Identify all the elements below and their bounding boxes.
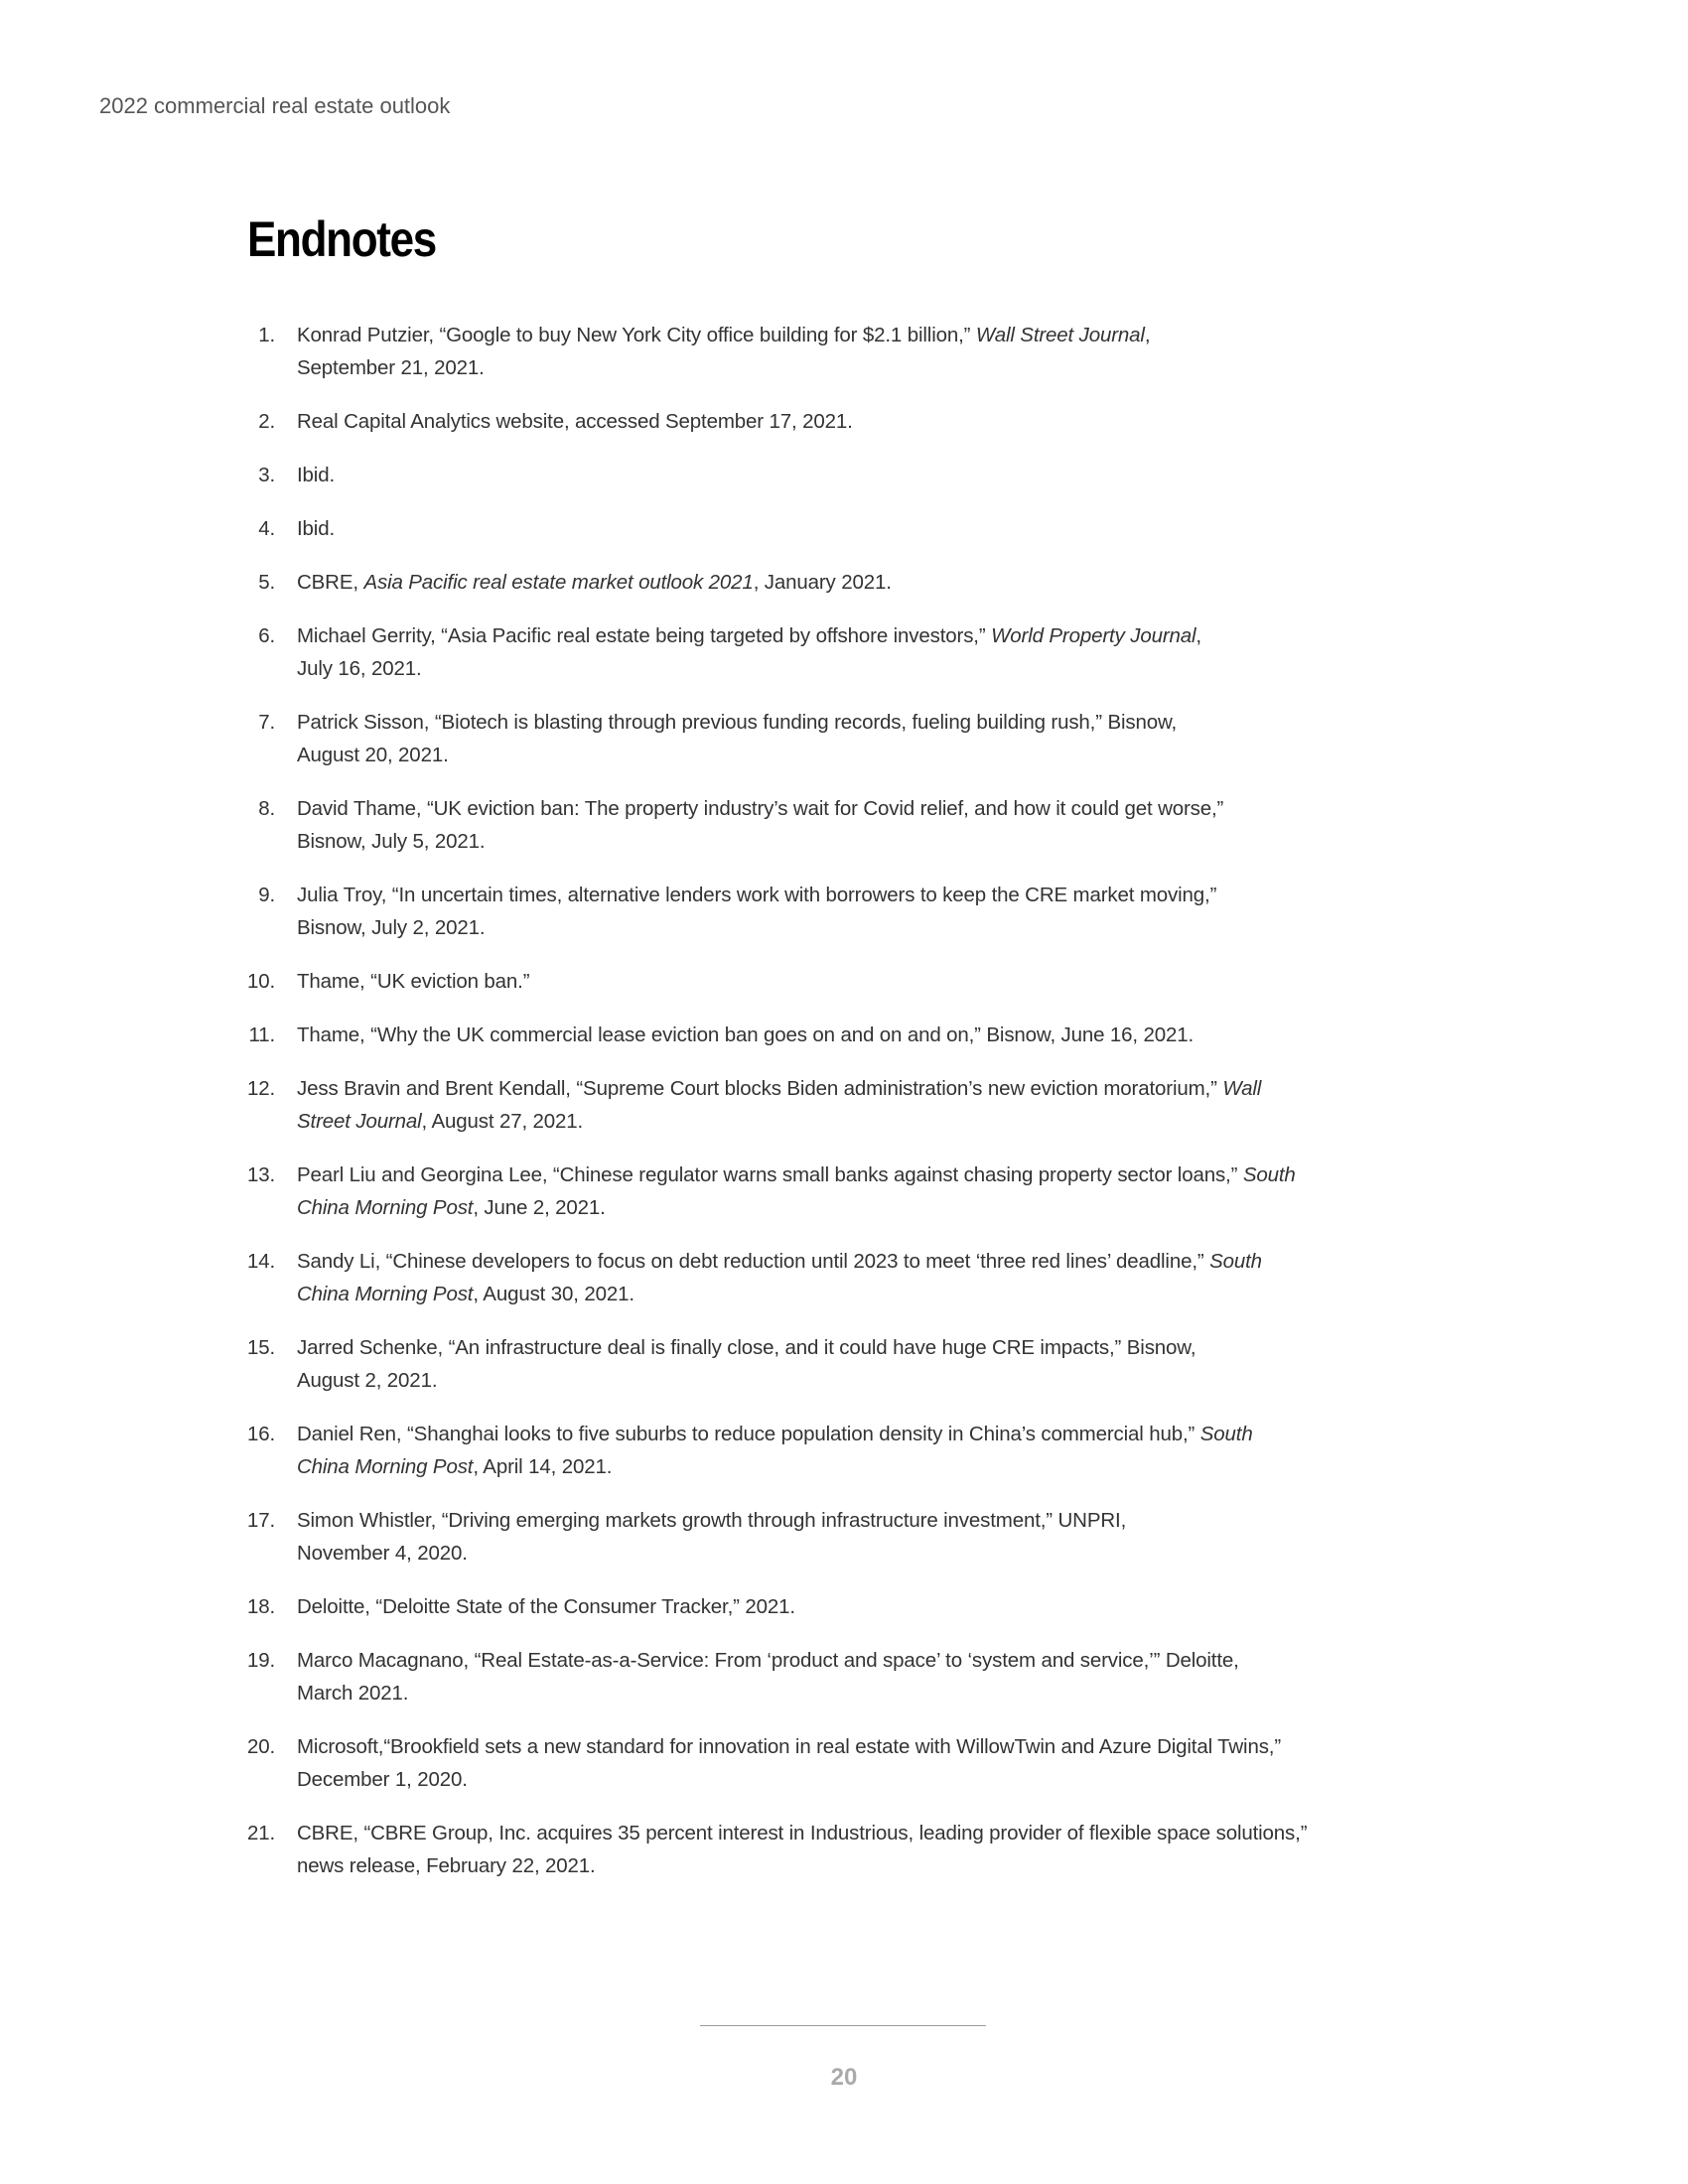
citation-text: Sandy Li, “Chinese developers to focus on debt reduction until 2023 to meet ‘three red lines’ deadline,” (297, 1250, 1210, 1273)
publication-title: China Morning Post (297, 1283, 474, 1305)
endnote-text (297, 792, 1223, 858)
endnote-number: 2. (258, 410, 275, 433)
endnote-line (297, 405, 853, 438)
endnote-item (238, 1817, 1529, 1882)
publication-title: Asia Pacific real estate market outlook 2021 (363, 571, 754, 594)
citation-text: Bisnow, July 2, 2021. (297, 916, 486, 939)
endnote-line (297, 1191, 1296, 1224)
citation-text: , (1144, 324, 1151, 346)
citation-text: Deloitte, “Deloitte State of the Consumer Tracker,” 2021. (297, 1595, 795, 1618)
endnote-item (238, 1159, 1529, 1224)
citation-text: Microsoft,“Brookfield sets a new standard for innovation in real estate with WillowTwin and Azure Digital Twins,” (297, 1735, 1282, 1758)
citation-text: Julia Troy, “In uncertain times, alternative lenders work with borrowers to keep the CRE market moving,” (297, 884, 1217, 906)
endnote-item (238, 1644, 1529, 1709)
endnote-line (297, 879, 1216, 911)
endnote-text (297, 459, 335, 491)
endnote-line (297, 319, 1150, 351)
publication-title: Wall (1222, 1077, 1262, 1100)
endnote-line (297, 1590, 795, 1623)
endnote-line (297, 1072, 1261, 1105)
endnote-number: 21. (246, 1822, 275, 1844)
endnote-line (297, 652, 1201, 685)
page-title: Endnotes (247, 211, 436, 267)
page-number: 20 (830, 2064, 858, 2091)
endnote-line (297, 965, 529, 998)
endnote-text (297, 1817, 1307, 1882)
endnote-item (238, 706, 1529, 771)
citation-text: Michael Gerrity, “Asia Pacific real estate being targeted by offshore investors,” (297, 624, 992, 647)
endnote-line (297, 1504, 1126, 1537)
citation-text: August 20, 2021. (297, 744, 449, 766)
endnote-item (238, 1730, 1529, 1796)
citation-text: Ibid. (297, 464, 335, 486)
endnote-number: 5. (258, 571, 275, 594)
endnote-line (297, 825, 1223, 858)
publication-title: World Property Journal (991, 624, 1196, 647)
endnote-item (238, 879, 1529, 944)
endnote-number: 4. (258, 517, 275, 540)
endnote-number: 1. (258, 324, 275, 346)
endnote-item (238, 319, 1529, 384)
endnote-number: 16. (246, 1423, 275, 1445)
endnote-item (238, 1590, 1529, 1623)
endnote-line (297, 1817, 1307, 1849)
endnote-line (297, 739, 1177, 771)
endnote-line (297, 1677, 1239, 1709)
endnote-number: 17. (246, 1509, 275, 1532)
citation-text: November 4, 2020. (297, 1542, 468, 1565)
endnote-number: 11. (248, 1024, 275, 1046)
endnote-item (238, 965, 1529, 998)
endnote-line (297, 1849, 1307, 1882)
publication-title: South (1199, 1423, 1253, 1445)
endnote-item (238, 566, 1529, 599)
citation-text: Konrad Putzier, “Google to buy New York City office building for $2.1 billion,” (297, 324, 976, 346)
endnote-number: 19. (246, 1649, 275, 1672)
endnote-line (297, 1019, 1194, 1051)
endnote-number: 8. (258, 797, 275, 820)
endnote-text (297, 965, 529, 998)
endnote-item (238, 459, 1529, 491)
publication-title: South (1209, 1250, 1262, 1273)
citation-text: CBRE, “CBRE Group, Inc. acquires 35 percent interest in Industrious, leading provider of flexible space solutions,” (297, 1822, 1308, 1844)
endnote-text (297, 1019, 1194, 1051)
citation-text: Jarred Schenke, “An infrastructure deal is finally close, and it could have huge CRE impacts,” Bisnow, (297, 1336, 1196, 1359)
citation-text: , June 2, 2021. (473, 1196, 606, 1219)
endnote-item (238, 1331, 1529, 1397)
endnote-text (297, 1504, 1126, 1570)
citation-text: Bisnow, July 5, 2021. (297, 830, 486, 853)
endnote-line (297, 1418, 1253, 1450)
citation-text: December 1, 2020. (297, 1768, 468, 1791)
endnote-line (297, 706, 1177, 739)
citation-text: , August 27, 2021. (421, 1110, 584, 1133)
endnote-text (297, 566, 892, 599)
endnote-number: 13. (246, 1163, 275, 1186)
endnote-number: 12. (246, 1077, 275, 1100)
publication-title: Street Journal (297, 1110, 422, 1133)
endnote-number: 18. (246, 1595, 275, 1618)
citation-text: Daniel Ren, “Shanghai looks to five suburbs to reduce population density in China’s commercial hub,” (297, 1423, 1200, 1445)
endnote-text (297, 1159, 1296, 1224)
endnotes-list (238, 319, 1529, 1903)
citation-text: CBRE, (297, 571, 364, 594)
running-header: 2022 commercial real estate outlook (99, 93, 451, 118)
publication-title: China Morning Post (297, 1455, 474, 1478)
endnote-number: 15. (246, 1336, 275, 1359)
citation-text: Jess Bravin and Brent Kendall, “Supreme Court blocks Biden administration’s new eviction moratorium,” (297, 1077, 1223, 1100)
endnote-line (297, 911, 1216, 944)
endnote-line (297, 351, 1150, 384)
publication-title: Wall Street Journal (975, 324, 1145, 346)
endnote-item (238, 512, 1529, 545)
endnote-line (297, 792, 1223, 825)
publication-title: China Morning Post (297, 1196, 474, 1219)
publication-title: South (1242, 1163, 1296, 1186)
citation-text: David Thame, “UK eviction ban: The property industry’s wait for Covid relief, and how it could get worse,” (297, 797, 1224, 820)
endnote-number: 20. (246, 1735, 275, 1758)
endnote-line (297, 1763, 1281, 1796)
endnote-text (297, 1730, 1281, 1796)
endnote-text (297, 1590, 795, 1623)
citation-text: , August 30, 2021. (473, 1283, 634, 1305)
endnote-text (297, 405, 853, 438)
endnote-line (297, 1450, 1253, 1483)
citation-text: March 2021. (297, 1682, 409, 1705)
endnote-item (238, 1418, 1529, 1483)
endnote-line (297, 1730, 1281, 1763)
endnote-item (238, 405, 1529, 438)
citation-text: Real Capital Analytics website, accessed September 17, 2021. (297, 410, 853, 433)
citation-text: September 21, 2021. (297, 356, 485, 379)
endnote-number: 10. (246, 970, 275, 993)
citation-text: Thame, “UK eviction ban.” (297, 970, 530, 993)
citation-text: Simon Whistler, “Driving emerging markets growth through infrastructure investment,” UNPRI, (297, 1509, 1127, 1532)
endnote-item (238, 792, 1529, 858)
endnote-line (297, 1159, 1296, 1191)
citation-text: August 2, 2021. (297, 1369, 438, 1392)
citation-text: , April 14, 2021. (473, 1455, 613, 1478)
citation-text: July 16, 2021. (297, 657, 422, 680)
endnote-line (297, 1537, 1126, 1570)
citation-text: , January 2021. (753, 571, 892, 594)
endnote-text (297, 512, 335, 545)
endnote-line (297, 1364, 1196, 1397)
endnote-number: 9. (258, 884, 275, 906)
endnote-number: 14. (246, 1250, 275, 1273)
endnote-line (297, 1331, 1196, 1364)
endnote-number: 7. (258, 711, 275, 734)
endnote-text (297, 706, 1177, 771)
endnote-item (238, 1072, 1529, 1138)
citation-text: Ibid. (297, 517, 335, 540)
endnote-line (297, 512, 335, 545)
citation-text: Patrick Sisson, “Biotech is blasting through previous funding records, fueling building rush,” Bisnow, (297, 711, 1178, 734)
endnote-line (297, 1245, 1262, 1278)
endnote-line (297, 1278, 1262, 1310)
endnote-text (297, 319, 1150, 384)
endnote-line (297, 459, 335, 491)
endnote-number: 3. (258, 464, 275, 486)
citation-text: , (1196, 624, 1201, 647)
endnote-line (297, 1644, 1239, 1677)
endnote-text (297, 879, 1216, 944)
endnote-line (297, 566, 892, 599)
endnote-text (297, 619, 1201, 685)
footer-divider (700, 2025, 986, 2026)
citation-text: Thame, “Why the UK commercial lease eviction ban goes on and on and on,” Bisnow, June 16, 2021. (297, 1024, 1195, 1046)
endnote-item (238, 1245, 1529, 1310)
endnote-text (297, 1644, 1239, 1709)
endnote-text (297, 1331, 1196, 1397)
endnote-text (297, 1072, 1261, 1138)
endnote-text (297, 1245, 1262, 1310)
endnote-line (297, 619, 1201, 652)
citation-text: Pearl Liu and Georgina Lee, “Chinese regulator warns small banks against chasing property sector loans,” (297, 1163, 1243, 1186)
endnote-item (238, 1019, 1529, 1051)
endnote-number: 6. (258, 624, 275, 647)
endnote-item (238, 1504, 1529, 1570)
endnote-item (238, 619, 1529, 685)
citation-text: news release, February 22, 2021. (297, 1854, 596, 1877)
endnote-line (297, 1105, 1261, 1138)
endnote-text (297, 1418, 1253, 1483)
citation-text: Marco Macagnano, “Real Estate-as-a-Service: From ‘product and space’ to ‘system and service,’” Deloitte, (297, 1649, 1239, 1672)
